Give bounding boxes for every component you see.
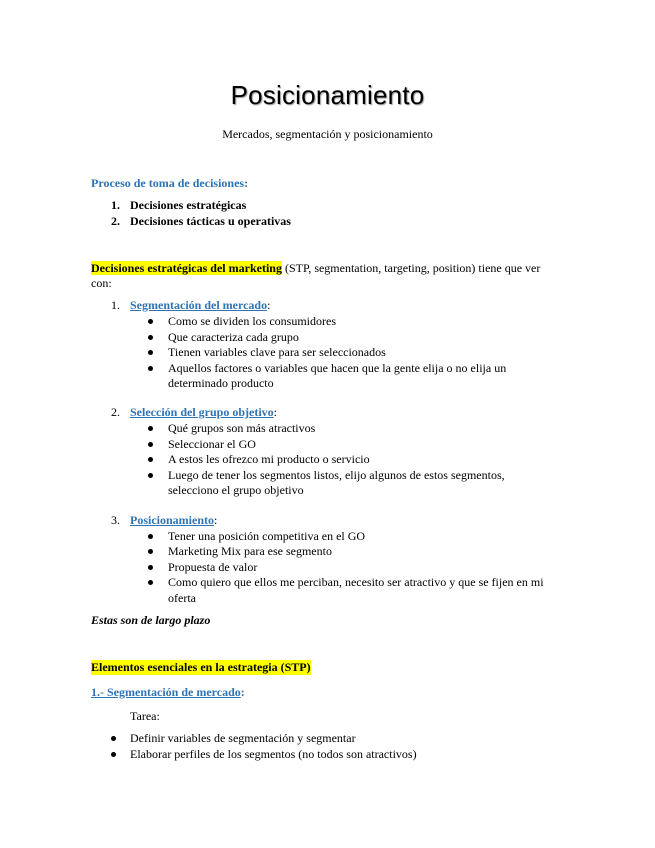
section-3-bullet-4-cont: oferta [168, 591, 196, 605]
section-1-suffix: : [267, 298, 271, 312]
section-3-num: 3. [111, 513, 120, 527]
section-2-num: 2. [111, 405, 120, 419]
proceso-num-2: 2. [111, 214, 120, 228]
section-2-heading-line [130, 405, 277, 420]
bullet-icon [148, 549, 153, 554]
proceso-item-1: Decisiones estratégicas [130, 198, 247, 212]
section-1-bullet-2: Que caracteriza cada grupo [168, 330, 299, 344]
section-3-heading: Posicionamiento [130, 513, 214, 527]
bullet-icon [148, 366, 153, 371]
proceso-heading: Proceso de toma de decisiones: [91, 176, 249, 190]
section-2-bullet-2: Seleccionar el GO [168, 437, 256, 451]
section-3-bullet-2: Marketing Mix para ese segmento [168, 544, 332, 558]
section-2-bullet-4-cont: selecciono el grupo objetivo [168, 483, 304, 497]
estrategicas-rest: (STP, segmentation, targeting, position) tiene que ver [281, 261, 541, 275]
page-title: Posicionamiento [230, 80, 425, 110]
section-1-bullet-1: Como se dividen los consumidores [168, 314, 336, 328]
bullet-icon [148, 335, 153, 340]
estrategicas-intro [91, 261, 540, 276]
proceso-item-2: Decisiones tácticas u operativas [130, 214, 291, 228]
largo-plazo-note: Estas son de largo plazo [91, 613, 211, 627]
tarea-bullet-2: Elaborar perfiles de los segmentos (no todos son atractivos) [130, 747, 417, 761]
proceso-num-1: 1. [111, 198, 120, 212]
section-2-bullet-4: Luego de tener los segmentos listos, elijo algunos de estos segmentos, [168, 468, 505, 482]
page-subtitle: Mercados, segmentación y posicionamiento [222, 127, 433, 141]
section-3-heading-line [130, 513, 217, 528]
tarea-label: Tarea: [130, 709, 160, 723]
estrategicas-rest-line2: con: [91, 276, 112, 290]
elementos-sub-heading-line [91, 685, 245, 700]
section-2-heading: Selección del grupo objetivo [130, 405, 274, 419]
section-1-heading: Segmentación del mercado [130, 298, 268, 312]
bullet-icon [148, 534, 153, 539]
bullet-icon [148, 580, 153, 585]
elementos-sub-suffix: : [240, 685, 245, 699]
section-1-num: 1. [111, 298, 120, 312]
bullet-icon [148, 565, 153, 570]
bullet-icon [148, 442, 153, 447]
section-1-bullet-3: Tienen variables clave para ser seleccionados [168, 345, 386, 359]
estrategicas-highlight: Decisiones estratégicas del marketing [91, 261, 282, 275]
bullet-icon [148, 473, 153, 478]
section-2-suffix: : [273, 405, 277, 419]
section-3-suffix: : [214, 513, 218, 527]
elementos-sub-heading: 1.- Segmentación de mercado [91, 685, 241, 699]
section-2-bullet-1: Qué grupos son más atractivos [168, 421, 316, 435]
bullet-icon [148, 426, 153, 431]
bullet-icon [148, 350, 153, 355]
elementos-heading: Elementos esenciales en la estrategia (STP) [91, 660, 311, 674]
section-3-bullet-3: Propuesta de valor [168, 560, 258, 574]
bullet-icon [148, 319, 153, 324]
section-2-bullet-3: A estos les ofrezco mi producto o servicio [168, 452, 370, 466]
section-1-heading-line [130, 298, 270, 313]
section-1-bullet-4: Aquellos factores o variables que hacen que la gente elija o no elija un [168, 361, 507, 375]
section-1-bullet-4-cont: determinado producto [168, 376, 274, 390]
section-3-bullet-4: Como quiero que ellos me perciban, necesito ser atractivo y que se fijen en mi [168, 575, 544, 589]
bullet-icon [111, 736, 116, 741]
section-3-bullet-1: Tener una posición competitiva en el GO [168, 529, 366, 543]
bullet-icon [111, 752, 116, 757]
tarea-bullet-1: Definir variables de segmentación y segmentar [130, 731, 356, 745]
bullet-icon [148, 457, 153, 462]
